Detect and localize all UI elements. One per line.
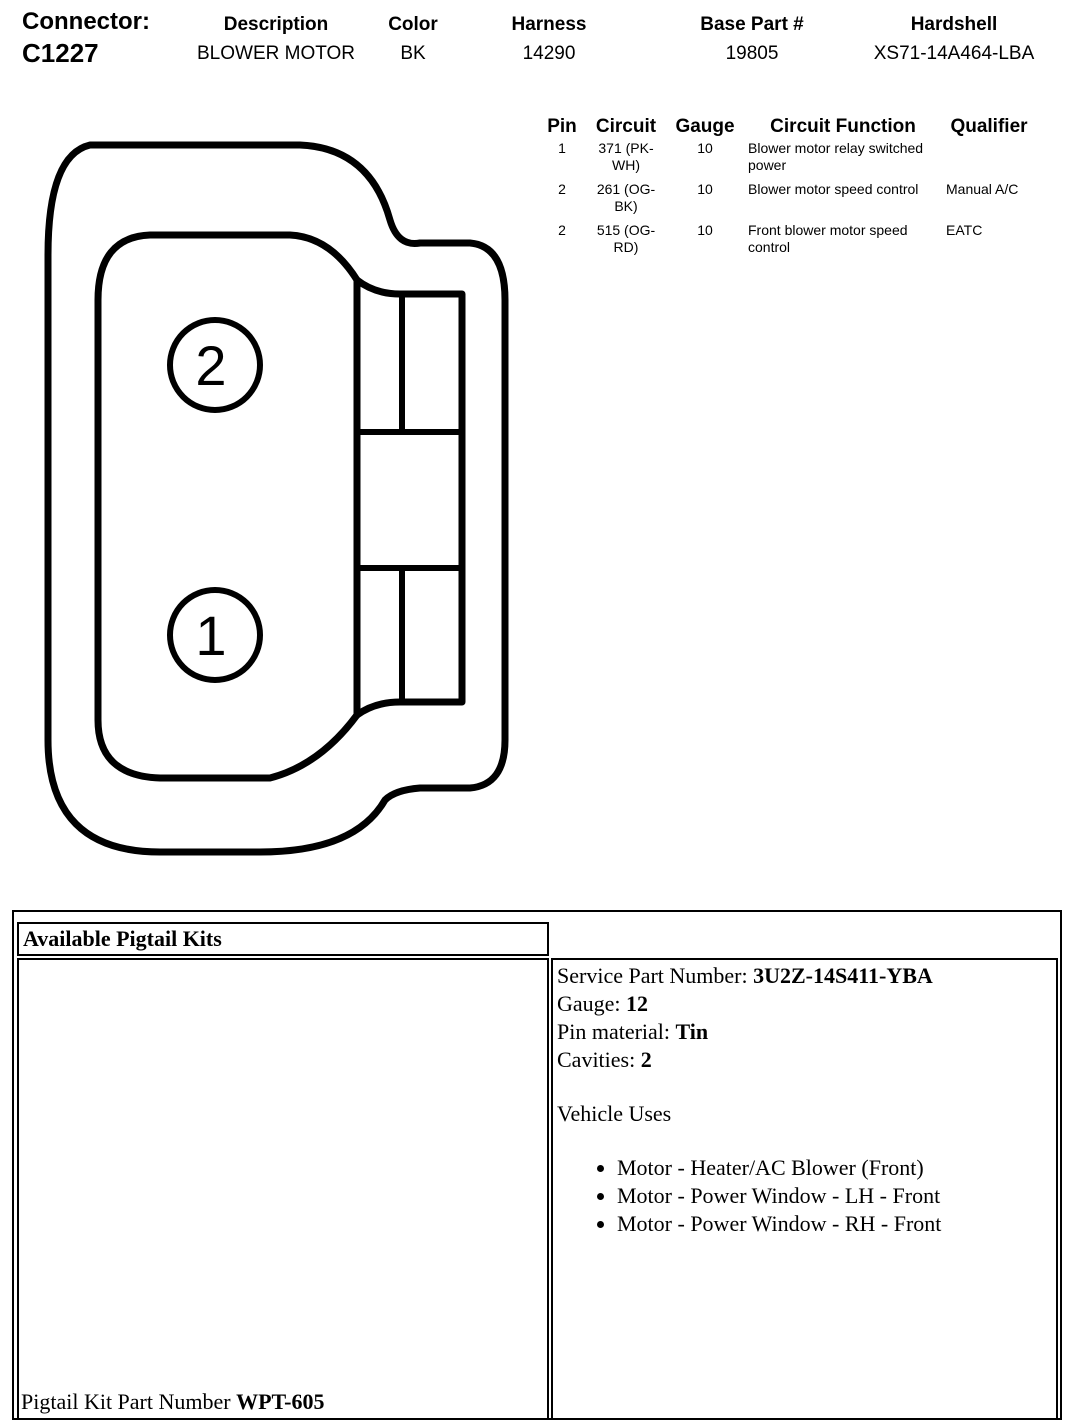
cavities-value: 2 (640, 1047, 652, 1072)
pin-1-label: 1 (195, 604, 227, 667)
gauge-value: 12 (626, 991, 649, 1016)
pin-material-value: Tin (675, 1019, 709, 1044)
list-item: • Motor - Power Window - RH - Front (617, 1210, 1052, 1238)
pigtail-title-box (17, 922, 549, 956)
col-header-circuit-function: Circuit Function (770, 116, 916, 137)
pin-material-line (557, 1018, 1052, 1046)
cell-qualifier (942, 140, 1036, 181)
connector-label: Connector: (22, 8, 150, 35)
cell-function: Blower motor relay switched power (748, 140, 924, 173)
vehicle-uses-label: Vehicle Uses (557, 1101, 672, 1126)
header-hardshell-value: XS71-14A464-LBA (873, 43, 1035, 64)
pigtail-kit-number: WPT-605 (236, 1389, 325, 1414)
pigtail-kit-label: Pigtail Kit Part Number (21, 1389, 231, 1414)
pin-table (538, 114, 1036, 263)
cell-function: Front blower motor speed control (748, 222, 908, 255)
gauge-label: Gauge: (557, 991, 621, 1016)
col-header-qualifier: Qualifier (950, 116, 1028, 137)
cell-gauge: 10 (697, 222, 713, 238)
header-color-value: BK (400, 43, 426, 64)
table-row (538, 181, 1036, 222)
table-row (538, 140, 1036, 181)
table-row (538, 222, 1036, 263)
cell-qualifier: Manual A/C (946, 181, 1019, 197)
col-header-gauge: Gauge (675, 116, 735, 137)
header-color-label: Color (388, 14, 438, 35)
cell-gauge: 10 (697, 140, 713, 156)
connector-latch (357, 280, 462, 715)
pin-material-label: Pin material: (557, 1019, 671, 1044)
cell-qualifier: EATC (946, 222, 983, 238)
list-item: • Motor - Heater/AC Blower (Front) (617, 1154, 1052, 1182)
cavities-label: Cavities: (557, 1047, 636, 1072)
vehicle-uses-list (557, 1154, 1052, 1238)
service-part-label: Service Part Number: (557, 963, 748, 988)
pigtail-kit-image-box (17, 958, 549, 1420)
header-description-label: Description (223, 14, 329, 35)
header-base-part-label: Base Part # (700, 14, 804, 35)
header-hardshell-label: Hardshell (910, 14, 998, 35)
service-part-line (557, 962, 1052, 990)
pigtail-details-box (551, 958, 1058, 1420)
cell-pin: 1 (558, 140, 566, 156)
list-item: • Motor - Power Window - LH - Front (617, 1182, 1052, 1210)
pigtail-kit-part-line (21, 1388, 325, 1416)
header-harness-value: 14290 (522, 43, 576, 64)
cell-pin: 2 (558, 222, 566, 238)
gauge-line (557, 990, 1052, 1018)
pin-table-header-row (538, 114, 1036, 140)
cell-circuit: 515 (OG-RD) (596, 222, 656, 255)
cell-circuit: 371 (PK-WH) (598, 140, 654, 173)
pigtail-title: Available Pigtail Kits (23, 926, 222, 951)
service-part-value: 3U2Z-14S411-YBA (753, 963, 933, 988)
col-header-circuit: Circuit (595, 116, 657, 137)
connector-id: C1227 (22, 38, 99, 68)
connector-inner-cavity (98, 235, 357, 778)
header-description-value: BLOWER MOTOR (197, 43, 355, 64)
cell-pin: 2 (558, 181, 566, 197)
cavities-line (557, 1046, 1052, 1074)
cell-circuit: 261 (OG-BK) (596, 181, 656, 214)
header-harness-label: Harness (511, 14, 587, 35)
cell-gauge: 10 (697, 181, 713, 197)
header-base-part-value: 19805 (725, 43, 779, 64)
pin-2-label: 2 (195, 334, 227, 397)
cell-function: Blower motor speed control (748, 181, 919, 197)
connector-face-diagram (0, 100, 540, 870)
col-header-pin: Pin (547, 116, 577, 137)
